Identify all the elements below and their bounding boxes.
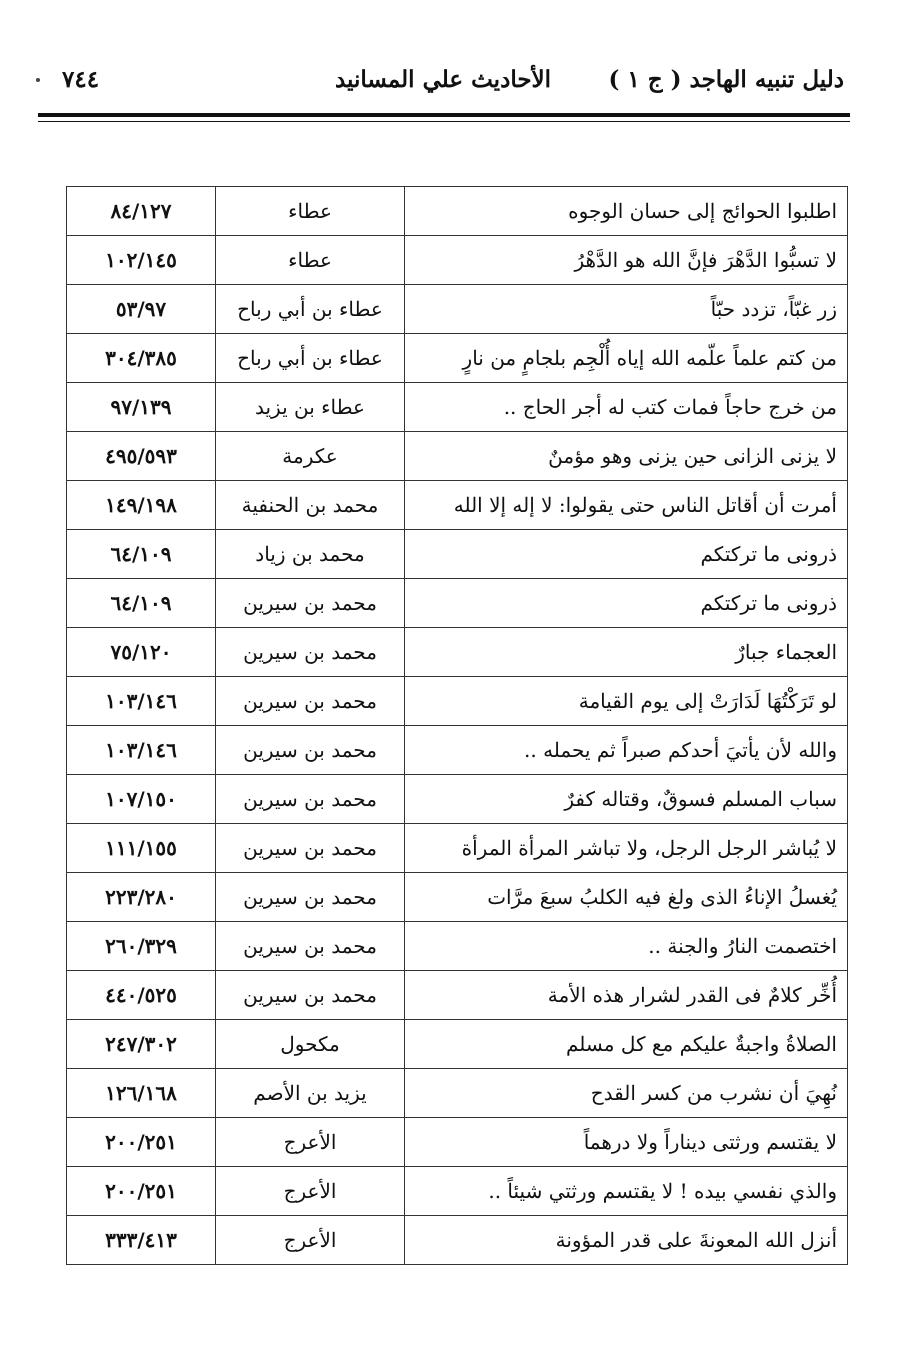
narrator-name: الأعرج [216,1167,405,1216]
narrator-name: عكرمة [216,432,405,481]
table-row [67,726,848,775]
table-row [67,187,848,236]
hadith-text: اطلبوا الحوائج إلى حسان الوجوه [405,187,848,236]
hadith-index-table [66,186,848,1265]
hadith-text: من كتم علماً علّمه الله إياه أُلْجِم بلجامٍ من نارٍ [405,334,848,383]
narrator-name: محمد بن سيرين [216,922,405,971]
reference-number: ١٠٢/١٤٥ [67,236,216,285]
hadith-text: والذي نفسي بيده ! لا يقتسم ورثتي شيئاً .. [405,1167,848,1216]
narrator-name: الأعرج [216,1118,405,1167]
hadith-text: ذرونى ما تركتكم [405,530,848,579]
table-body [67,187,848,1265]
narrator-name: محمد بن سيرين [216,775,405,824]
reference-number: ٨٤/١٢٧ [67,187,216,236]
hadith-text: لا تسبُّوا الدَّهْرَ فإنَّ الله هو الدَّهْرُ [405,236,848,285]
header-rule-thin [38,121,850,122]
reference-number: ٣٠٤/٣٨٥ [67,334,216,383]
table-row [67,677,848,726]
hadith-text: لا يقتسم ورثتى ديناراً ولا درهماً [405,1118,848,1167]
narrator-name: محمد بن سيرين [216,971,405,1020]
reference-number: ٤٩٥/٥٩٣ [67,432,216,481]
hadith-text: زر غبّاً، تزدد حبّاً [405,285,848,334]
hadith-text: الصلاةُ واجبةٌ عليكم مع كل مسلم [405,1020,848,1069]
reference-number: ٥٣/٩٧ [67,285,216,334]
reference-number: ٦٤/١٠٩ [67,579,216,628]
reference-number: ١٢٦/١٦٨ [67,1069,216,1118]
table-row [67,579,848,628]
header-rule-thick [38,113,850,117]
reference-number: ٢٦٠/٣٢٩ [67,922,216,971]
hadith-text: أمرت أن أقاتل الناس حتى يقولوا: لا إله إلا الله [405,481,848,530]
header-dot [36,78,40,82]
reference-number: ٧٥/١٢٠ [67,628,216,677]
narrator-name: عطاء بن أبي رباح [216,285,405,334]
table-row [67,334,848,383]
narrator-name: محمد بن سيرين [216,677,405,726]
book-title: دليل تنبيه الهاجد ( ج ١ ) [608,66,844,93]
hadith-text: أُخِّر كلامٌ فى القدر لشرار هذه الأمة [405,971,848,1020]
narrator-name: يزيد بن الأصم [216,1069,405,1118]
table-row [67,432,848,481]
reference-number: ٣٣٣/٤١٣ [67,1216,216,1265]
hadith-text: والله لأن يأتيَ أحدكم صبراً ثم يحمله .. [405,726,848,775]
table-row [67,971,848,1020]
hadith-text: نُهِيَ أن نشرب من كسر القدح [405,1069,848,1118]
narrator-name: عطاء [216,236,405,285]
table-row [67,1020,848,1069]
reference-number: ٤٤٠/٥٢٥ [67,971,216,1020]
reference-number: ٢٢٣/٢٨٠ [67,873,216,922]
table-row [67,530,848,579]
narrator-name: محمد بن سيرين [216,579,405,628]
reference-number: ١١١/١٥٥ [67,824,216,873]
table-row [67,922,848,971]
reference-number: ٩٧/١٣٩ [67,383,216,432]
hadith-text: من خرج حاجاً فمات كتب له أجر الحاج .. [405,383,848,432]
table-row [67,775,848,824]
narrator-name: محمد بن سيرين [216,873,405,922]
reference-number: ١٠٣/١٤٦ [67,677,216,726]
table-row [67,1216,848,1265]
section-title: الأحاديث علي المسانيد [334,66,552,93]
narrator-name: عطاء بن أبي رباح [216,334,405,383]
narrator-name: محمد بن سيرين [216,824,405,873]
hadith-text: لو تَرَكْتُهَا لَدَارَتْ إلى يوم القيامة [405,677,848,726]
narrator-name: عطاء [216,187,405,236]
hadith-text: سباب المسلم فسوقٌ، وقتاله كفرٌ [405,775,848,824]
narrator-name: عطاء بن يزيد [216,383,405,432]
reference-number: ٦٤/١٠٩ [67,530,216,579]
hadith-text: يُغسلُ الإناءُ الذى ولغ فيه الكلبُ سبعَ مرَّات [405,873,848,922]
narrator-name: محمد بن الحنفية [216,481,405,530]
hadith-text: أنزل الله المعونةَ على قدر المؤونة [405,1216,848,1265]
table-row [67,873,848,922]
narrator-name: محمد بن سيرين [216,628,405,677]
page-number: ٧٤٤ [62,66,100,93]
table-row [67,236,848,285]
reference-number: ٢٠٠/٢٥١ [67,1167,216,1216]
table-row [67,1167,848,1216]
narrator-name: محمد بن سيرين [216,726,405,775]
table-row [67,628,848,677]
narrator-name: محمد بن زياد [216,530,405,579]
narrator-name: مكحول [216,1020,405,1069]
page-header [36,58,850,106]
hadith-text: العجماء جبارٌ [405,628,848,677]
hadith-text: لا يزنى الزانى حين يزنى وهو مؤمنٌ [405,432,848,481]
reference-number: ١٠٧/١٥٠ [67,775,216,824]
narrator-name: الأعرج [216,1216,405,1265]
hadith-text: اختصمت النارُ والجنة .. [405,922,848,971]
hadith-text: لا يُباشر الرجل الرجل، ولا تباشر المرأة المرأة [405,824,848,873]
table-row [67,1069,848,1118]
hadith-text: ذرونى ما تركتكم [405,579,848,628]
table-row [67,285,848,334]
reference-number: ١٠٣/١٤٦ [67,726,216,775]
table-row [67,1118,848,1167]
table-row [67,383,848,432]
table-row [67,481,848,530]
reference-number: ٢٠٠/٢٥١ [67,1118,216,1167]
reference-number: ٢٤٧/٣٠٢ [67,1020,216,1069]
reference-number: ١٤٩/١٩٨ [67,481,216,530]
table-row [67,824,848,873]
